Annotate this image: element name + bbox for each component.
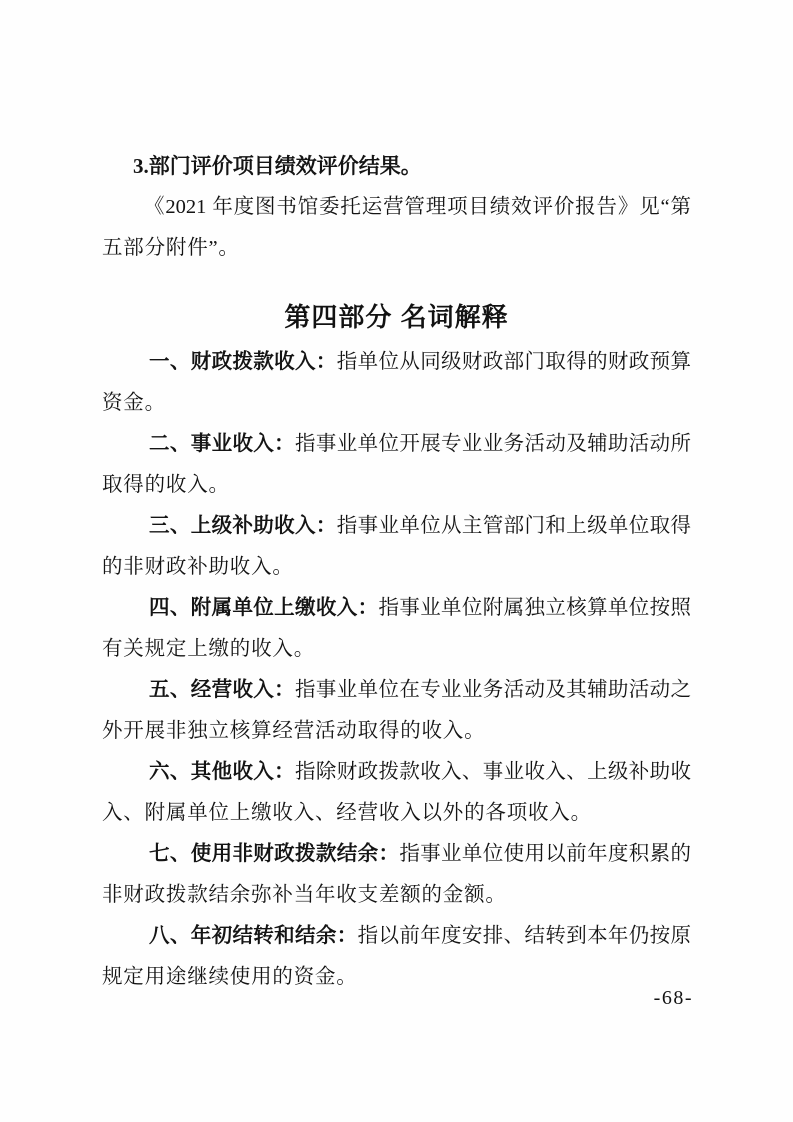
glossary-definition-line-1	[102, 752, 691, 793]
glossary-definition-line-2: 入、附属单位上缴收入、经营收入以外的各项收入。	[102, 802, 592, 824]
glossary-definition-start: 指事业单位开展专业业务活动及辅助活动所	[295, 433, 692, 455]
glossary-item-1	[102, 342, 691, 424]
glossary-definition-start: 指以前年度安排、结转到本年仍按原	[357, 925, 692, 947]
glossary-item-2	[102, 424, 691, 506]
glossary-item-7	[102, 834, 691, 916]
glossary-item-5	[102, 670, 691, 752]
glossary-definition-line-1	[102, 342, 691, 383]
glossary-item-6	[102, 752, 691, 834]
glossary-definition-line-1	[102, 916, 691, 957]
glossary-term: 四、附属单位上缴收入：	[149, 597, 379, 619]
glossary-definition-line-2: 资金。	[102, 392, 166, 414]
glossary-definition-line-1	[102, 588, 691, 629]
glossary-definition-start: 指事业单位从主管部门和上级单位取得	[336, 515, 692, 537]
glossary-definition-line-2: 的非财政补助收入。	[102, 556, 294, 578]
glossary-section	[102, 342, 691, 998]
page-number: -68-	[653, 987, 693, 1009]
glossary-item-3	[102, 506, 691, 588]
glossary-term: 七、使用非财政拨款结余：	[149, 843, 400, 865]
glossary-term: 三、上级补助收入：	[149, 515, 337, 537]
evaluation-result-heading: 3.部门评价项目绩效评价结果。	[133, 154, 422, 178]
glossary-term: 八、年初结转和结余：	[149, 925, 358, 947]
glossary-definition-start: 指单位从同级财政部门取得的财政预算	[336, 351, 692, 373]
glossary-definition-start: 指事业单位使用以前年度积累的	[399, 843, 692, 865]
glossary-definition-line-2: 取得的收入。	[102, 474, 230, 496]
page-body	[102, 146, 691, 998]
glossary-definition-line-2: 规定用途继续使用的资金。	[102, 966, 358, 988]
glossary-term: 二、事业收入：	[149, 433, 296, 455]
glossary-term: 一、财政拨款收入：	[149, 351, 337, 373]
glossary-item-8	[102, 916, 691, 998]
report-reference-line-2: 五部分附件”。	[102, 237, 240, 259]
glossary-definition-line-2: 外开展非独立核算经营活动取得的收入。	[102, 720, 486, 742]
glossary-definition-line-1	[102, 506, 691, 547]
glossary-definition-line-1	[102, 834, 691, 875]
section-title: 第四部分 名词解释	[284, 302, 509, 332]
glossary-definition-start: 指事业单位在专业业务活动及其辅助活动之	[295, 679, 692, 701]
glossary-definition-start: 指除财政拨款收入、事业收入、上级补助收	[295, 761, 692, 783]
glossary-definition-line-2: 非财政拨款结余弥补当年收支差额的金额。	[102, 884, 507, 906]
glossary-definition-start: 指事业单位附属独立核算单位按照	[378, 597, 692, 619]
glossary-term: 五、经营收入：	[149, 679, 296, 701]
report-reference-line-1: 《2021 年度图书馆委托运营管理项目绩效评价报告》见“第	[144, 196, 691, 218]
glossary-term: 六、其他收入：	[149, 761, 296, 783]
glossary-definition-line-2: 有关规定上缴的收入。	[102, 638, 315, 660]
glossary-item-4	[102, 588, 691, 670]
glossary-definition-line-1	[102, 424, 691, 465]
glossary-definition-line-1	[102, 670, 691, 711]
